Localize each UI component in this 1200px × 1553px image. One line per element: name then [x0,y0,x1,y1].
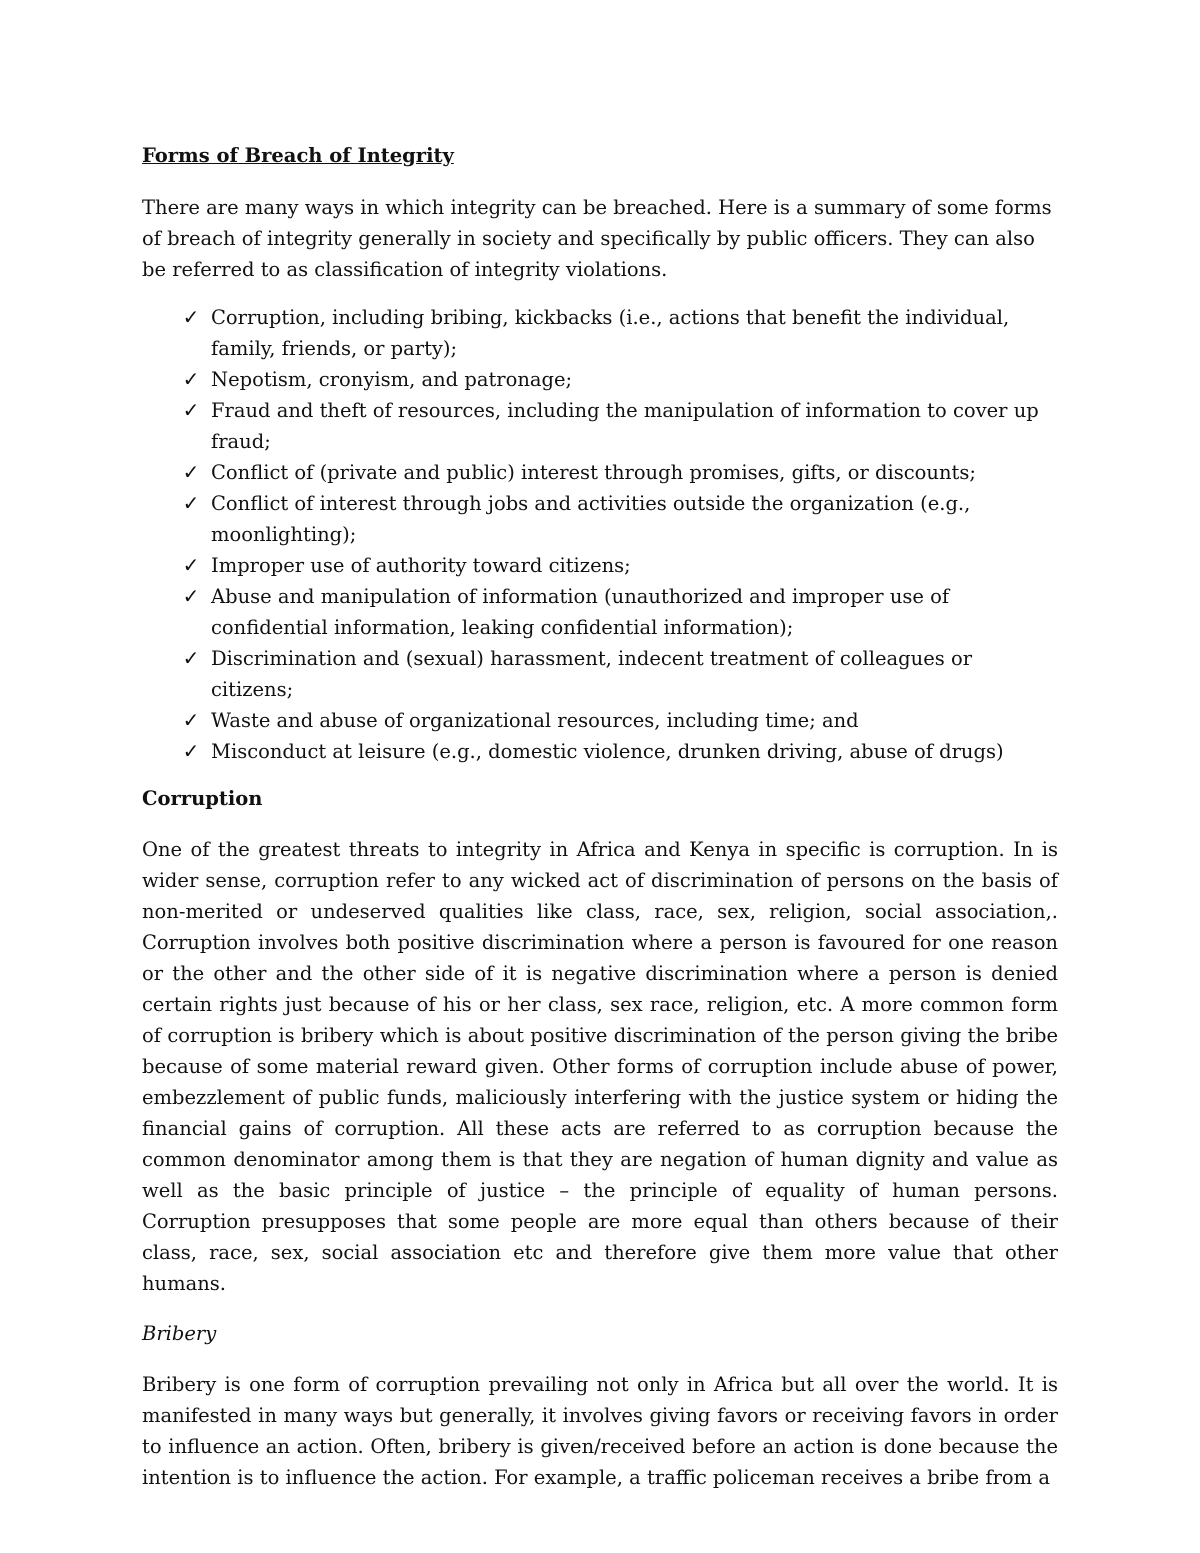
document-page [142,138,1058,1510]
list-item-text: Misconduct at leisure (e.g., domestic violence, drunken driving, abuse of drugs) [211,740,1004,763]
list-item [142,364,1058,395]
check-mark-icon: ✓ [182,491,200,515]
check-mark-icon: ✓ [182,708,200,732]
check-mark-icon: ✓ [182,305,200,329]
list-item [142,395,1058,457]
list-item [142,550,1058,581]
bribery-paragraph: Bribery is one form of corruption prevailing not only in Africa but all over the world. It is manifested in many ways but generally, it involves giving favors or receiving favors in order to influence an action. Often, bribery is given/received before an action is done because the intention is to influence the action. For example, a traffic policeman receives a bribe from a [142,1373,1058,1489]
list-item-text: Discrimination and (sexual) harassment, indecent treatment of colleagues or citizens; [211,647,973,701]
check-mark-icon: ✓ [182,739,200,763]
check-mark-icon: ✓ [182,367,200,391]
list-item-text: Waste and abuse of organizational resources, including time; and [211,709,859,732]
list-item [142,457,1058,488]
page-title: Forms of Breach of Integrity [142,144,454,167]
list-item-text: Improper use of authority toward citizens; [211,554,631,577]
list-item-text: Nepotism, cronyism, and patronage; [211,368,573,391]
intro-paragraph: There are many ways in which integrity can be breached. Here is a summary of some forms of breach of integrity generally in society and specifically by public officers. They can also be referred to as classification of integrity violations. [142,196,1052,281]
list-item-text: Conflict of (private and public) interest through promises, gifts, or discounts; [211,461,976,484]
check-mark-icon: ✓ [182,553,200,577]
check-mark-icon: ✓ [182,398,200,422]
breach-forms-list [142,302,1058,767]
list-item [142,643,1058,705]
list-item-text: Conflict of interest through jobs and activities outside the organization (e.g., moonlighting); [211,492,971,546]
check-mark-icon: ✓ [182,646,200,670]
list-item-text: Fraud and theft of resources, including the manipulation of information to cover up fraud; [211,399,1039,453]
list-item-text: Corruption, including bribing, kickbacks (i.e., actions that benefit the individual, family, friends, or party); [211,306,1010,360]
corruption-heading: Corruption [142,787,263,810]
list-item-text: Abuse and manipulation of information (unauthorized and improper use of confidential information, leaking confidential information); [211,585,950,639]
check-mark-icon: ✓ [182,584,200,608]
corruption-paragraph: One of the greatest threats to integrity in Africa and Kenya in specific is corruption. In is wider sense, corruption refer to any wicked act of discrimination of persons on the basis of non-merited or undeserved qualities like class, race, sex, religion, social association,. Corruption involves both positive discrimination where a person is favoured for one reason or the other and the other side of it is negative discrimination where a person is denied certain rights just because of his or her class, sex race, religion, etc. A more common form of corruption is bribery which is about positive discrimination of the person giving the bribe because of some material reward given. Other forms of corruption include abuse of power, embezzlement of public funds, maliciously interfering with the justice system or hiding the financial gains of corruption. All these acts are referred to as corruption because the common denominator among them is that they are negation of human dignity and value as well as the basic principle of justice – the principle of equality of human persons. Corruption presupposes that some people are more equal than others because of their class, race, sex, social association etc and therefore give them more value that other humans. [142,838,1058,1295]
list-item [142,705,1058,736]
list-item [142,488,1058,550]
check-mark-icon: ✓ [182,460,200,484]
list-item [142,581,1058,643]
list-item [142,302,1058,364]
bribery-heading: Bribery [142,1322,217,1345]
list-item [142,736,1058,767]
